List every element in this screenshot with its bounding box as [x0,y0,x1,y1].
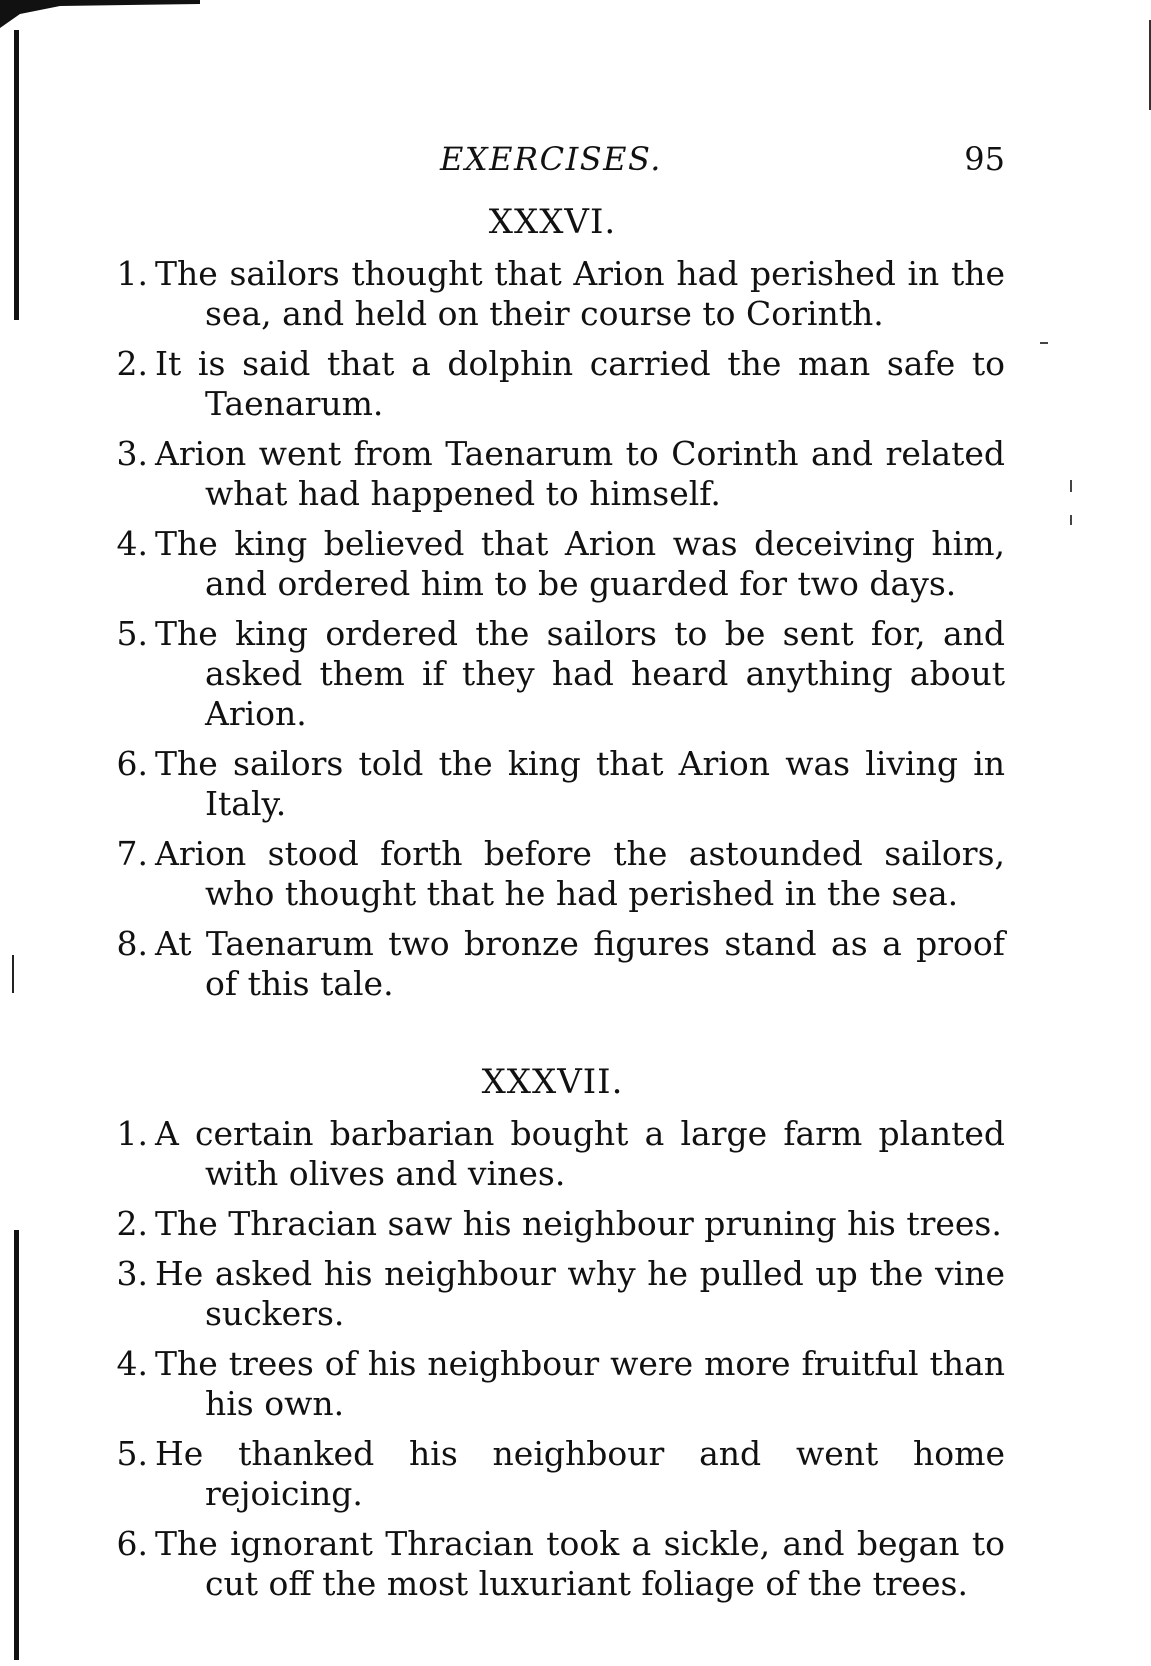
exercise-item [100,1344,1005,1424]
exercise-item [100,1204,1005,1244]
scan-corner-shadow [0,0,200,28]
exercise-list [100,1114,1005,1604]
item-text: The sailors told the king that Arion was living in Italy. [155,744,1005,823]
item-number: 2. [116,344,148,383]
exercise-item [100,924,1005,1004]
item-number: 6. [116,744,148,783]
item-number: 3. [116,1254,148,1293]
item-number: 4. [116,524,148,563]
item-number: 3. [116,434,148,473]
item-text: He asked his neighbour why he pulled up the vine suckers. [155,1254,1005,1333]
scan-edge-left-lower [14,1230,19,1660]
exercise-item [100,344,1005,424]
book-page [100,140,1005,1614]
exercise-item [100,744,1005,824]
item-text: A certain barbarian bought a large farm planted with olives and vines. [155,1114,1005,1193]
item-number: 2. [116,1204,148,1243]
exercise-item [100,1524,1005,1604]
item-number: 1. [116,1114,148,1153]
item-number: 4. [116,1344,148,1383]
item-text: At Taenarum two bronze figures stand as a proof of this tale. [155,924,1005,1003]
item-text: Arion stood forth before the astounded sailors, who thought that he had perished in the sea. [155,834,1005,913]
exercise-section [100,202,1005,1004]
exercise-list [100,254,1005,1004]
item-text: The sailors thought that Arion had perished in the sea, and held on their course to Corinth. [155,254,1005,333]
section-title: XXXVII. [481,1062,624,1102]
exercise-item [100,1254,1005,1334]
section-title: XXXVI. [488,202,617,242]
scan-dash [1070,480,1072,492]
item-number: 1. [116,254,148,293]
exercise-item [100,434,1005,514]
item-text: The king believed that Arion was deceiving him, and ordered him to be guarded for two days. [155,524,1005,603]
item-number: 6. [116,1524,148,1563]
item-text: Arion went from Taenarum to Corinth and related what had happened to himself. [155,434,1005,513]
item-text: The king ordered the sailors to be sent for, and asked them if they had heard anything about Arion. [155,614,1005,733]
exercise-item [100,524,1005,604]
scan-dash [1070,515,1072,525]
item-number: 8. [116,924,148,963]
running-head: EXERCISES. [440,140,662,178]
exercise-item [100,614,1005,734]
item-text: It is said that a dolphin carried the man safe to Taenarum. [155,344,1005,423]
item-text: The trees of his neighbour were more fruitful than his own. [155,1344,1005,1423]
page-header [100,140,1005,192]
exercise-item [100,834,1005,914]
item-text: He thanked his neighbour and went home rejoicing. [155,1434,1005,1513]
scan-dash [1040,342,1048,344]
item-text: The Thracian saw his neighbour pruning his trees. [155,1204,1002,1243]
page-number: 95 [964,140,1005,178]
scan-edge-left [14,30,19,320]
item-number: 5. [116,1434,148,1473]
exercise-item [100,254,1005,334]
item-number: 7. [116,834,148,873]
item-number: 5. [116,614,148,653]
exercise-item [100,1114,1005,1194]
exercise-section [100,1062,1005,1604]
exercise-item [100,1434,1005,1514]
scan-edge-mark [12,955,14,993]
item-text: The ignorant Thracian took a sickle, and began to cut off the most luxuriant foliage of the trees. [155,1524,1005,1603]
